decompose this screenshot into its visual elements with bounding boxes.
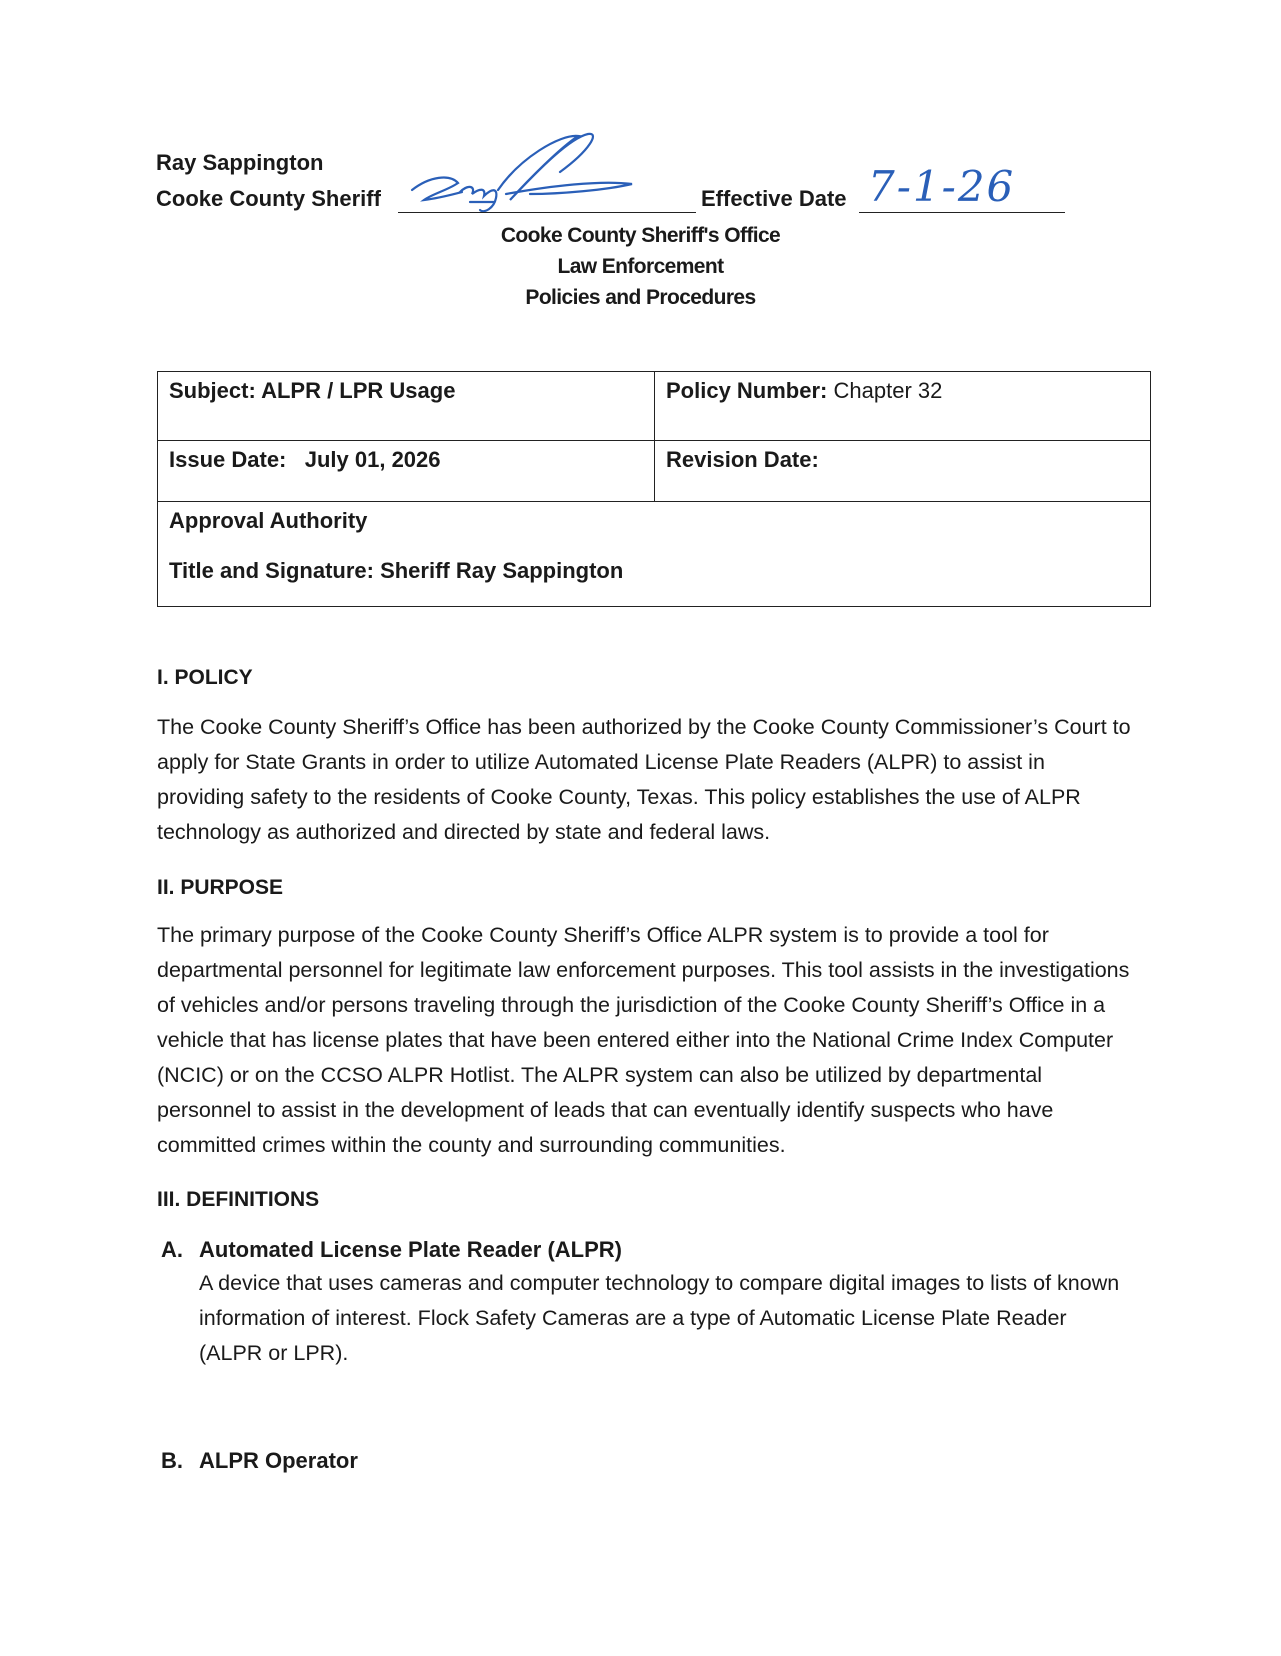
policy-number-cell xyxy=(655,372,1151,441)
handwritten-signature xyxy=(410,128,670,228)
subject-cell xyxy=(158,372,655,441)
issue-date-value: July 01, 2026 xyxy=(304,447,441,472)
definition-a-text: A device that uses cameras and computer technology to compare digital images to lists of known information of interest. Flock Safety Cameras are a type of Automatic License Plate Reader (ALPR or LPR). xyxy=(199,1271,1120,1365)
table-row xyxy=(158,502,1151,607)
approval-authority-label: Approval Authority xyxy=(169,508,368,533)
definition-b-heading xyxy=(161,1443,358,1478)
title-signature-label: Title and Signature: Sheriff Ray Sappington xyxy=(169,558,624,583)
definition-a-term: Automated License Plate Reader (ALPR) xyxy=(199,1237,622,1262)
policy-number-value: Chapter 32 xyxy=(833,378,943,403)
effective-date-line xyxy=(859,212,1065,213)
policy-paragraph: The Cooke County Sheriff’s Office has been authorized by the Cooke County Commissioner’s Court to apply for State Grants in order to utilize Automated License Plate Readers (ALPR) to assist in providing safety to the residents of Cooke County, Texas. This policy establishes the use of ALPR technology as authorized and directed by state and federal laws. xyxy=(157,715,1131,844)
table-row xyxy=(158,441,1151,502)
definition-a-letter: A. xyxy=(161,1237,183,1262)
org-name: Cooke County Sheriff's Office xyxy=(500,224,781,247)
sheriff-name: Ray Sappington xyxy=(156,150,324,175)
table-row xyxy=(158,372,1151,441)
subject-label: Subject: ALPR / LPR Usage xyxy=(169,378,456,403)
effective-date-label: Effective Date xyxy=(701,186,847,211)
purpose-paragraph: The primary purpose of the Cooke County Sheriff’s Office ALPR system is to provide a tool for departmental personnel for legitimate law enforcement purposes. This tool assists in the investigations of vehicles and/or persons traveling through the jurisdiction of the Cooke County Sheriff’s Office in a vehicle that has license plates that have been entered either into the National Crime Index Computer (NCIC) or on the CCSO ALPR Hotlist. The ALPR system can also be utilized by departmental personnel to assist in the development of leads that can eventually identify suspects who have committed crimes within the county and surrounding communities. xyxy=(157,923,1130,1157)
definition-b-letter: B. xyxy=(161,1448,183,1473)
section-heading-policy: I. POLICY xyxy=(157,666,253,689)
policy-number-label: Policy Number: xyxy=(666,378,828,403)
policy-info-table xyxy=(157,371,1151,607)
section-heading-definitions: III. DEFINITIONS xyxy=(157,1188,320,1211)
org-subtitle: Policies and Procedures xyxy=(525,286,756,309)
approval-cell xyxy=(158,502,1151,607)
signature-line xyxy=(398,212,696,213)
sheriff-title: Cooke County Sheriff xyxy=(156,186,381,211)
revision-date-label: Revision Date: xyxy=(666,447,819,472)
section-heading-purpose: II. PURPOSE xyxy=(157,876,284,899)
definition-b-term: ALPR Operator xyxy=(199,1448,358,1473)
issue-date-label: Issue Date: xyxy=(169,447,287,472)
revision-date-cell xyxy=(655,441,1151,502)
effective-date-handwritten: 7-1-26 xyxy=(868,162,1016,211)
issue-date-cell xyxy=(158,441,655,502)
definition-a-heading xyxy=(161,1232,622,1267)
org-division: Law Enforcement xyxy=(557,255,724,278)
